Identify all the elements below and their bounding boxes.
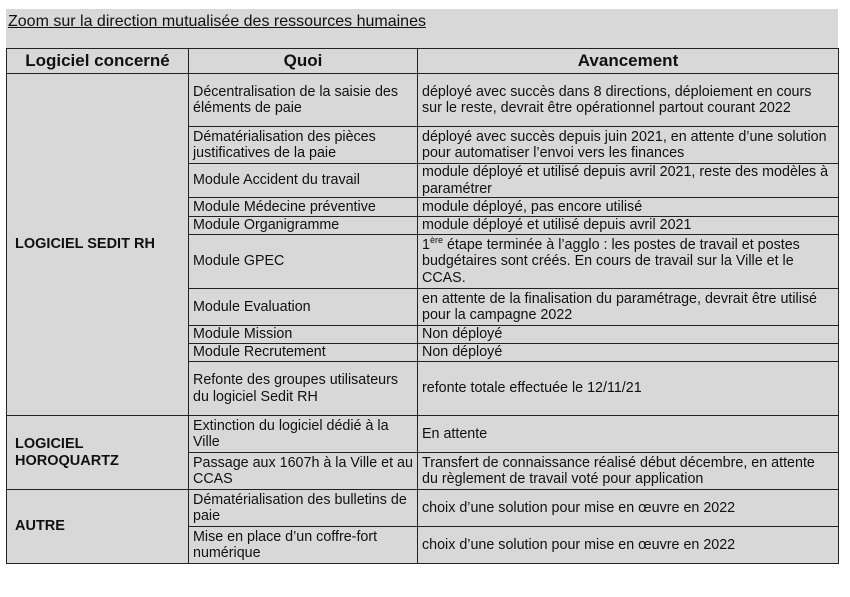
quoi-cell: Décentralisation de la saisie des éléments de paie bbox=[189, 74, 418, 127]
quoi-cell: Mise en place d’un coffre-fort numérique bbox=[189, 527, 418, 564]
avancement-cell: Transfert de connaissance réalisé début décembre, en attente du règlement de travail voté pour application bbox=[418, 453, 839, 490]
avancement-cell: module déployé, pas encore utilisé bbox=[418, 198, 839, 217]
progress-table bbox=[6, 48, 839, 564]
avancement-cell: choix d’une solution pour mise en œuvre en 2022 bbox=[418, 490, 839, 527]
avancement-cell bbox=[418, 235, 839, 289]
avancement-cell: Non déployé bbox=[418, 326, 839, 344]
quoi-cell: Module Mission bbox=[189, 326, 418, 344]
quoi-cell: Refonte des groupes utilisateurs du logiciel Sedit RH bbox=[189, 362, 418, 416]
software-cell-horoquartz: LOGICIEL HOROQUARTZ bbox=[7, 416, 189, 490]
quoi-cell: Module Evaluation bbox=[189, 289, 418, 326]
avancement-cell: choix d’une solution pour mise en œuvre en 2022 bbox=[418, 527, 839, 564]
quoi-cell: Module Organigramme bbox=[189, 217, 418, 235]
quoi-cell: Module Recrutement bbox=[189, 344, 418, 362]
document-title: Zoom sur la direction mutualisée des ressources humaines bbox=[6, 9, 838, 48]
quoi-cell: Extinction du logiciel dédié à la Ville bbox=[189, 416, 418, 453]
header-logiciel: Logiciel concerné bbox=[7, 49, 189, 74]
avancement-cell: En attente bbox=[418, 416, 839, 453]
table-row bbox=[7, 74, 839, 127]
document-page bbox=[6, 9, 838, 564]
avancement-cell: déployé avec succès depuis juin 2021, en attente d’une solution pour automatiser l’envoi vers les finances bbox=[418, 127, 839, 164]
quoi-cell: Module Accident du travail bbox=[189, 164, 418, 198]
avancement-prefix: 1 bbox=[422, 236, 430, 253]
quoi-cell: Module GPEC bbox=[189, 235, 418, 289]
avancement-cell: en attente de la finalisation du paramétrage, devrait être utilisé pour la campagne 2022 bbox=[418, 289, 839, 326]
table-row bbox=[7, 416, 839, 453]
header-row bbox=[7, 49, 839, 74]
quoi-cell: Passage aux 1607h à la Ville et au CCAS bbox=[189, 453, 418, 490]
avancement-cell: Non déployé bbox=[418, 344, 839, 362]
header-quoi: Quoi bbox=[189, 49, 418, 74]
table-row bbox=[7, 490, 839, 527]
avancement-cell: module déployé et utilisé depuis avril 2021, reste des modèles à paramétrer bbox=[418, 164, 839, 198]
avancement-cell: module déployé et utilisé depuis avril 2021 bbox=[418, 217, 839, 235]
quoi-cell: Dématérialisation des bulletins de paie bbox=[189, 490, 418, 527]
software-cell-autre: AUTRE bbox=[7, 490, 189, 564]
avancement-sup: ère bbox=[429, 234, 443, 245]
header-avancement: Avancement bbox=[418, 49, 839, 74]
software-cell-sedit: LOGICIEL SEDIT RH bbox=[7, 74, 189, 416]
quoi-cell: Dématérialisation des pièces justificatives de la paie bbox=[189, 127, 418, 164]
avancement-cell: déployé avec succès dans 8 directions, déploiement en cours sur le reste, devrait être opérationnel partout courant 2022 bbox=[418, 74, 839, 127]
quoi-cell: Module Médecine préventive bbox=[189, 198, 418, 217]
avancement-cell: refonte totale effectuée le 12/11/21 bbox=[418, 362, 839, 416]
avancement-text: étape terminée à l’agglo : les postes de travail et postes budgétaires sont créés. En cours de travail sur la Ville et le CCAS. bbox=[422, 236, 800, 286]
